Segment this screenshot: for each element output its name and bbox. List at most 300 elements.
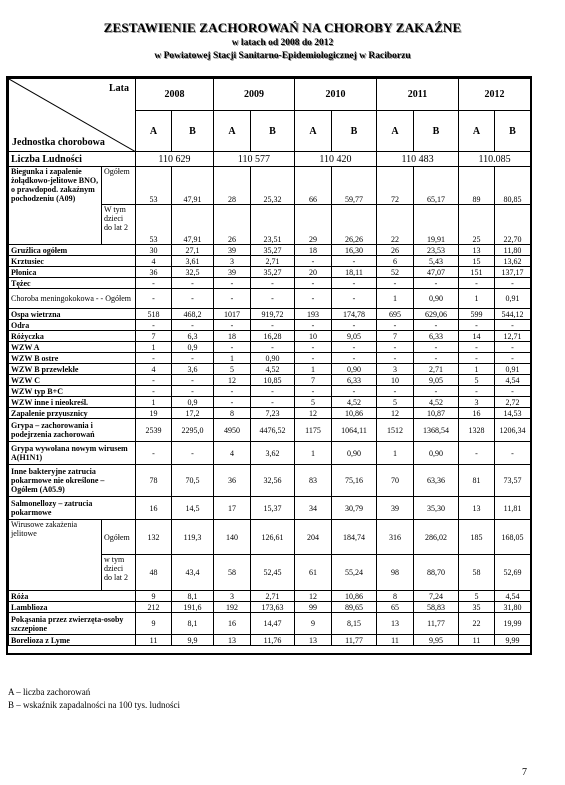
value-b-cell: 73,57 [495,465,531,497]
value-b-cell: 0,90 [414,442,459,465]
value-a-cell: 5 [459,591,495,602]
value-b-cell: 23,51 [251,205,295,245]
value-a-cell: - [136,442,172,465]
value-b-cell: - [332,320,377,331]
value-b-cell: - [414,278,459,289]
value-b-cell: 9,99 [495,635,531,646]
value-b-cell: - [414,320,459,331]
value-b-cell: 47,91 [172,205,214,245]
table-row [9,278,531,289]
value-b-cell: 80,85 [495,167,531,205]
value-a-cell: 20 [295,267,332,278]
disease-label: Grypa wywołana nowym wirusem A(H1N1) [9,442,136,465]
value-b-cell: 7,24 [414,591,459,602]
disease-label: Różyczka [9,331,136,342]
value-a-cell: 18 [295,245,332,256]
value-a-cell: - [377,342,414,353]
value-a-cell: - [459,442,495,465]
value-a-cell: 58 [459,555,495,591]
year-header-2009: 2009 [214,79,295,111]
value-b-cell: 13,62 [495,256,531,267]
value-b-cell: 0,9 [172,342,214,353]
value-a-cell: 695 [377,309,414,320]
value-a-cell: 1 [459,364,495,375]
document-subtitle-institution: w Powiatowej Stacji Sanitarno-Epidemiologicznej w Raciborzu [154,51,411,61]
value-b-cell: 43,4 [172,555,214,591]
value-b-cell: - [172,386,214,397]
value-a-cell: 9 [136,591,172,602]
population-value: 110.085 [459,152,531,167]
col-b-header: B [414,111,459,152]
value-a-cell: 132 [136,520,172,555]
value-a-cell: 140 [214,520,251,555]
subgroup-label: Ogółem [102,520,136,555]
value-a-cell: 1017 [214,309,251,320]
value-b-cell: - [332,353,377,364]
value-a-cell: 7 [377,331,414,342]
disease-label: WZW B ostre [9,353,136,364]
value-a-cell: 9 [136,613,172,635]
value-b-cell: 4,54 [495,591,531,602]
value-a-cell: 78 [136,465,172,497]
disease-label: Lamblioza [9,602,136,613]
value-a-cell: 65 [377,602,414,613]
header-diagonal-cell [9,79,136,152]
col-a-header: A [136,111,172,152]
value-b-cell: 47,91 [172,167,214,205]
disease-label: Róża [9,591,136,602]
value-a-cell: 5 [377,397,414,408]
header-jednostka-label: Jednostka chorobowa [12,137,105,148]
value-b-cell: 19,91 [414,205,459,245]
value-a-cell: 53 [136,167,172,205]
value-a-cell: - [459,320,495,331]
value-b-cell: 4,52 [414,397,459,408]
value-b-cell: - [251,278,295,289]
value-b-cell: 3,62 [251,442,295,465]
disease-label: Tężec [9,278,136,289]
table-row [9,386,531,397]
value-a-cell: 4950 [214,419,251,442]
value-a-cell: 1 [377,442,414,465]
legend-a: A – liczba zachorowań [8,687,91,697]
col-b-header: B [495,111,531,152]
table-row [9,465,531,497]
value-a-cell: 1 [136,342,172,353]
value-b-cell: 9,9 [172,635,214,646]
value-b-cell: 10,85 [251,375,295,386]
population-value: 110 629 [136,152,214,167]
value-b-cell: 58,83 [414,602,459,613]
value-a-cell: 83 [295,465,332,497]
value-b-cell: 2295,0 [172,419,214,442]
value-b-cell: 191,6 [172,602,214,613]
value-a-cell: 8 [214,408,251,419]
value-a-cell: 4 [136,364,172,375]
value-a-cell: 58 [214,555,251,591]
value-a-cell: 3 [214,591,251,602]
value-a-cell: 18 [214,331,251,342]
table-row [9,320,531,331]
value-b-cell: 11,77 [414,613,459,635]
value-a-cell: 19 [136,408,172,419]
year-header-2008: 2008 [136,79,214,111]
value-b-cell: 35,27 [251,267,295,278]
value-b-cell: 6,3 [172,331,214,342]
table-row [9,591,531,602]
disease-label: Inne bakteryjne zatrucia pokarmowe nie określone – Ogółem (A05.9) [9,465,136,497]
year-header-2010: 2010 [295,79,377,111]
value-a-cell: 16 [136,497,172,520]
table-row [9,613,531,635]
value-b-cell: 0,91 [495,289,531,309]
subgroup-label: w tym dzieci do lat 2 [102,555,136,591]
year-header-2012: 2012 [459,79,531,111]
value-a-cell: - [295,320,332,331]
value-a-cell: - [295,342,332,353]
value-b-cell: 119,3 [172,520,214,555]
value-b-cell: 9,05 [414,375,459,386]
value-b-cell: 88,70 [414,555,459,591]
value-a-cell: 61 [295,555,332,591]
value-b-cell: 47,07 [414,267,459,278]
value-b-cell: 0,90 [332,364,377,375]
value-b-cell: 173,63 [251,602,295,613]
value-a-cell: 70 [377,465,414,497]
table-row [9,635,531,646]
value-a-cell: 13 [377,613,414,635]
value-a-cell: - [377,320,414,331]
value-a-cell: 72 [377,167,414,205]
value-a-cell: - [377,278,414,289]
value-a-cell: 204 [295,520,332,555]
value-a-cell: 5 [214,364,251,375]
value-b-cell: 184,74 [332,520,377,555]
value-a-cell: 1 [136,397,172,408]
value-a-cell: 13 [459,245,495,256]
value-a-cell: - [459,386,495,397]
value-a-cell: - [136,386,172,397]
disease-label: Zapalenie przyusznicy [9,408,136,419]
value-b-cell: 32,56 [251,465,295,497]
value-b-cell: 9,95 [414,635,459,646]
value-b-cell: 32,5 [172,267,214,278]
value-a-cell: - [295,289,332,309]
value-b-cell: 3,6 [172,364,214,375]
value-b-cell: 63,36 [414,465,459,497]
value-a-cell: - [295,278,332,289]
value-b-cell: - [495,278,531,289]
value-a-cell: 1 [295,364,332,375]
value-a-cell: 193 [295,309,332,320]
value-a-cell: 11 [136,635,172,646]
value-a-cell: - [214,386,251,397]
value-b-cell: 89,65 [332,602,377,613]
value-a-cell: 7 [136,331,172,342]
value-a-cell: - [136,289,172,309]
value-b-cell: 27,1 [172,245,214,256]
value-b-cell: - [251,289,295,309]
disease-label: Wirusowe zakażenia jelitowe [9,520,102,591]
col-a-header: A [214,111,251,152]
value-a-cell: 36 [214,465,251,497]
value-b-cell: 0,90 [414,289,459,309]
value-a-cell: 66 [295,167,332,205]
value-b-cell: - [251,397,295,408]
disease-label: Grypa – zachorowania i podejrzenia zachorowań [9,419,136,442]
col-b-header: B [251,111,295,152]
disease-label: Gruźlica ogółem [9,245,136,256]
table-row [9,397,531,408]
disease-label: Choroba meningokokowa - - Ogółem [9,289,136,309]
value-b-cell: 8,1 [172,613,214,635]
value-b-cell: 1206,34 [495,419,531,442]
table-row [9,167,531,205]
value-a-cell: - [136,278,172,289]
disease-label: Płonica [9,267,136,278]
value-a-cell: 22 [377,205,414,245]
value-b-cell: 1368,54 [414,419,459,442]
value-a-cell: - [136,353,172,364]
value-b-cell: 14,53 [495,408,531,419]
value-b-cell: 19,99 [495,613,531,635]
value-b-cell: 8,1 [172,591,214,602]
value-b-cell: 75,16 [332,465,377,497]
value-b-cell: 31,80 [495,602,531,613]
value-a-cell: 26 [377,245,414,256]
col-b-header: B [332,111,377,152]
value-a-cell: 14 [459,331,495,342]
value-a-cell: 3 [459,397,495,408]
value-b-cell: - [495,386,531,397]
value-a-cell: - [214,397,251,408]
value-b-cell: - [172,320,214,331]
value-a-cell: 12 [214,375,251,386]
value-b-cell: 4476,52 [251,419,295,442]
value-b-cell: 1064,11 [332,419,377,442]
value-b-cell: 10,87 [414,408,459,419]
value-a-cell: - [136,375,172,386]
value-a-cell: 11 [459,635,495,646]
value-a-cell: - [459,342,495,353]
population-value: 110 577 [214,152,295,167]
value-a-cell: 212 [136,602,172,613]
value-b-cell: 65,17 [414,167,459,205]
value-a-cell: 36 [136,267,172,278]
value-b-cell: 2,72 [495,397,531,408]
disease-label: WZW B przewlekłe [9,364,136,375]
value-a-cell: 17 [214,497,251,520]
value-b-cell: - [332,278,377,289]
value-b-cell: 4,52 [332,397,377,408]
value-b-cell: 919,72 [251,309,295,320]
table-row [9,245,531,256]
value-a-cell: 48 [136,555,172,591]
subgroup-label: Ogółem [102,167,136,205]
table-row [9,353,531,364]
value-a-cell: 52 [377,267,414,278]
population-value: 110 483 [377,152,459,167]
value-b-cell: 3,61 [172,256,214,267]
value-a-cell: 98 [377,555,414,591]
value-b-cell: 11,81 [495,497,531,520]
disease-label: Ospa wietrzna [9,309,136,320]
value-a-cell: - [136,320,172,331]
col-a-header: A [295,111,332,152]
value-a-cell: - [214,342,251,353]
value-a-cell: - [295,353,332,364]
value-b-cell: 70,5 [172,465,214,497]
value-b-cell: 15,37 [251,497,295,520]
value-a-cell: 39 [214,245,251,256]
value-b-cell: 18,11 [332,267,377,278]
value-a-cell: 99 [295,602,332,613]
value-a-cell: 29 [295,205,332,245]
table-row [9,602,531,613]
value-b-cell: 16,28 [251,331,295,342]
table-row [9,256,531,267]
value-a-cell: 26 [214,205,251,245]
year-header-2011: 2011 [377,79,459,111]
col-b-header: B [172,111,214,152]
value-b-cell: 23,53 [414,245,459,256]
value-b-cell: 468,2 [172,309,214,320]
value-b-cell: 11,80 [495,245,531,256]
disease-label: WZW A [9,342,136,353]
value-b-cell: - [414,342,459,353]
value-a-cell: - [459,353,495,364]
value-b-cell: - [332,342,377,353]
value-b-cell: 10,86 [332,408,377,419]
value-b-cell: 2,71 [414,364,459,375]
value-a-cell: 89 [459,167,495,205]
value-b-cell: 14,47 [251,613,295,635]
value-a-cell: 518 [136,309,172,320]
table-row [9,267,531,278]
value-b-cell: 286,02 [414,520,459,555]
header-lata-label: Lata [109,83,129,94]
col-a-header: A [377,111,414,152]
disease-table [8,78,531,646]
value-a-cell: 13 [214,635,251,646]
value-b-cell: 26,26 [332,205,377,245]
document-title: ZESTAWIENIE ZACHOROWAŃ NA CHOROBY ZAKAŹNE [103,20,462,35]
value-b-cell: 0,9 [172,397,214,408]
value-a-cell: 6 [377,256,414,267]
value-b-cell: 2,71 [251,256,295,267]
value-a-cell: 151 [459,267,495,278]
value-b-cell: - [332,386,377,397]
value-a-cell: 13 [459,497,495,520]
value-a-cell: 10 [295,331,332,342]
value-b-cell: 0,90 [332,442,377,465]
legend-b: B – wskaźnik zapadalności na 100 tys. ludności [8,700,180,710]
value-a-cell: 2539 [136,419,172,442]
value-a-cell: 1 [459,289,495,309]
value-a-cell: 13 [295,635,332,646]
value-a-cell: 34 [295,497,332,520]
population-row [9,152,531,167]
value-a-cell: 7 [295,375,332,386]
value-b-cell: 35,27 [251,245,295,256]
disease-label: WZW C [9,375,136,386]
value-a-cell: 16 [214,613,251,635]
value-a-cell: - [295,386,332,397]
header-years-row [9,79,531,111]
value-b-cell: 12,71 [495,331,531,342]
value-b-cell: 6,33 [414,331,459,342]
value-b-cell: 8,15 [332,613,377,635]
value-a-cell: 5 [295,397,332,408]
disease-label: WZW inne i nieokreśl. [9,397,136,408]
value-a-cell: 10 [377,375,414,386]
value-a-cell: 1175 [295,419,332,442]
value-b-cell: 17,2 [172,408,214,419]
value-a-cell: 9 [295,613,332,635]
value-b-cell: 4,52 [251,364,295,375]
value-b-cell: 126,61 [251,520,295,555]
value-b-cell: 52,45 [251,555,295,591]
subgroup-label: W tym dzieci do lat 2 [102,205,136,245]
disease-label: Odra [9,320,136,331]
value-a-cell: 1328 [459,419,495,442]
value-b-cell: - [251,320,295,331]
value-a-cell: 22 [459,613,495,635]
value-b-cell: - [332,256,377,267]
value-a-cell: 30 [136,245,172,256]
value-a-cell: 5 [459,375,495,386]
value-a-cell: 11 [377,635,414,646]
value-b-cell: 25,32 [251,167,295,205]
value-b-cell: 5,43 [414,256,459,267]
value-a-cell: 39 [214,267,251,278]
col-a-header: A [459,111,495,152]
disease-label: Pokąsania przez zwierzęta-osoby szczepione [9,613,136,635]
value-b-cell: - [495,353,531,364]
value-a-cell: 599 [459,309,495,320]
value-a-cell: 192 [214,602,251,613]
value-b-cell: - [172,289,214,309]
value-b-cell: 35,30 [414,497,459,520]
value-b-cell: 544,12 [495,309,531,320]
value-a-cell: 12 [295,408,332,419]
table-row [9,419,531,442]
population-value: 110 420 [295,152,377,167]
value-a-cell: - [214,289,251,309]
value-b-cell: 137,17 [495,267,531,278]
disease-label: Salmonellozy – zatrucia pokarmowe [9,497,136,520]
value-b-cell: 0,91 [495,364,531,375]
value-a-cell: 316 [377,520,414,555]
value-a-cell: - [295,256,332,267]
value-a-cell: 1 [295,442,332,465]
population-label: Liczba Ludności [9,152,136,167]
value-a-cell: 16 [459,408,495,419]
value-a-cell: 15 [459,256,495,267]
value-b-cell: 55,24 [332,555,377,591]
disease-label: WZW typ B+C [9,386,136,397]
value-b-cell: - [172,278,214,289]
table-row [9,442,531,465]
value-b-cell: - [414,386,459,397]
value-b-cell: 2,71 [251,591,295,602]
value-b-cell: 11,76 [251,635,295,646]
value-b-cell: 168,05 [495,520,531,555]
value-b-cell: 9,05 [332,331,377,342]
value-a-cell: 35 [459,602,495,613]
value-b-cell: - [172,353,214,364]
value-a-cell: 81 [459,465,495,497]
